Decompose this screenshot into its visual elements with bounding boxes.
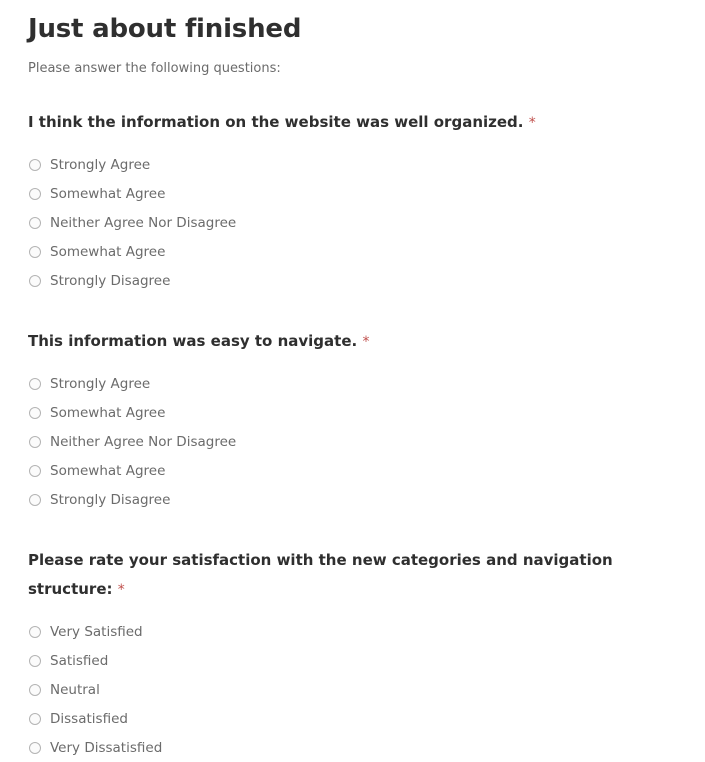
radio-option[interactable] bbox=[28, 617, 677, 646]
option-group-2 bbox=[28, 357, 677, 514]
radio-option-label: Somewhat Agree bbox=[50, 404, 166, 421]
radio-button-icon[interactable] bbox=[29, 246, 41, 258]
question-block-3 bbox=[28, 514, 677, 762]
radio-option-label: Very Satisfied bbox=[50, 623, 143, 640]
radio-button-icon[interactable] bbox=[29, 465, 41, 477]
radio-option[interactable] bbox=[28, 646, 677, 675]
radio-option-label: Dissatisfied bbox=[50, 710, 128, 727]
radio-button-icon[interactable] bbox=[29, 494, 41, 506]
page-title: Just about finished bbox=[28, 14, 302, 44]
radio-option[interactable] bbox=[28, 456, 677, 485]
radio-button-icon[interactable] bbox=[29, 626, 41, 638]
radio-button-icon[interactable] bbox=[29, 655, 41, 667]
radio-option-label: Strongly Agree bbox=[50, 156, 151, 173]
radio-option[interactable] bbox=[28, 398, 677, 427]
radio-option-label: Neutral bbox=[50, 681, 100, 698]
radio-option[interactable] bbox=[28, 485, 677, 514]
radio-option-label: Very Dissatisfied bbox=[50, 739, 163, 756]
question-text-1: I think the information on the website was well organized. bbox=[28, 113, 524, 131]
radio-option-label: Strongly Agree bbox=[50, 375, 151, 392]
radio-option[interactable] bbox=[28, 704, 677, 733]
radio-button-icon[interactable] bbox=[29, 436, 41, 448]
radio-option[interactable] bbox=[28, 427, 677, 456]
radio-option-label: Somewhat Agree bbox=[50, 185, 166, 202]
radio-option[interactable] bbox=[28, 675, 677, 704]
radio-button-icon[interactable] bbox=[29, 407, 41, 419]
radio-button-icon[interactable] bbox=[29, 378, 41, 390]
question-text-3: Please rate your satisfaction with the new categories and navigation structure: bbox=[28, 551, 613, 598]
page-subtitle: Please answer the following questions: bbox=[28, 61, 281, 76]
radio-button-icon[interactable] bbox=[29, 217, 41, 229]
required-indicator-3: * bbox=[117, 582, 125, 598]
radio-option-label: Neither Agree Nor Disagree bbox=[50, 433, 237, 450]
radio-option[interactable] bbox=[28, 179, 677, 208]
radio-option[interactable] bbox=[28, 266, 677, 295]
radio-button-icon[interactable] bbox=[29, 159, 41, 171]
required-indicator-2: * bbox=[362, 334, 370, 350]
question-block-2 bbox=[28, 295, 677, 514]
radio-button-icon[interactable] bbox=[29, 188, 41, 200]
radio-button-icon[interactable] bbox=[29, 275, 41, 287]
radio-option-label: Strongly Disagree bbox=[50, 272, 171, 289]
radio-option[interactable] bbox=[28, 237, 677, 266]
radio-button-icon[interactable] bbox=[29, 742, 41, 754]
radio-option-label: Strongly Disagree bbox=[50, 491, 171, 508]
radio-option[interactable] bbox=[28, 150, 677, 179]
radio-option-label: Somewhat Agree bbox=[50, 462, 166, 479]
question-label-2 bbox=[28, 327, 677, 357]
radio-option-label: Somewhat Agree bbox=[50, 243, 166, 260]
option-group-1 bbox=[28, 138, 677, 295]
question-label-3 bbox=[28, 546, 677, 605]
question-text-2: This information was easy to navigate. bbox=[28, 332, 358, 350]
radio-option[interactable] bbox=[28, 733, 677, 762]
question-label-1 bbox=[28, 108, 677, 138]
required-indicator-1: * bbox=[528, 115, 536, 131]
radio-button-icon[interactable] bbox=[29, 684, 41, 696]
radio-option[interactable] bbox=[28, 208, 677, 237]
option-group-3 bbox=[28, 605, 677, 762]
radio-option[interactable] bbox=[28, 369, 677, 398]
radio-option-label: Neither Agree Nor Disagree bbox=[50, 214, 237, 231]
radio-option-label: Satisfied bbox=[50, 652, 109, 669]
radio-button-icon[interactable] bbox=[29, 713, 41, 725]
question-block-1 bbox=[28, 76, 677, 295]
